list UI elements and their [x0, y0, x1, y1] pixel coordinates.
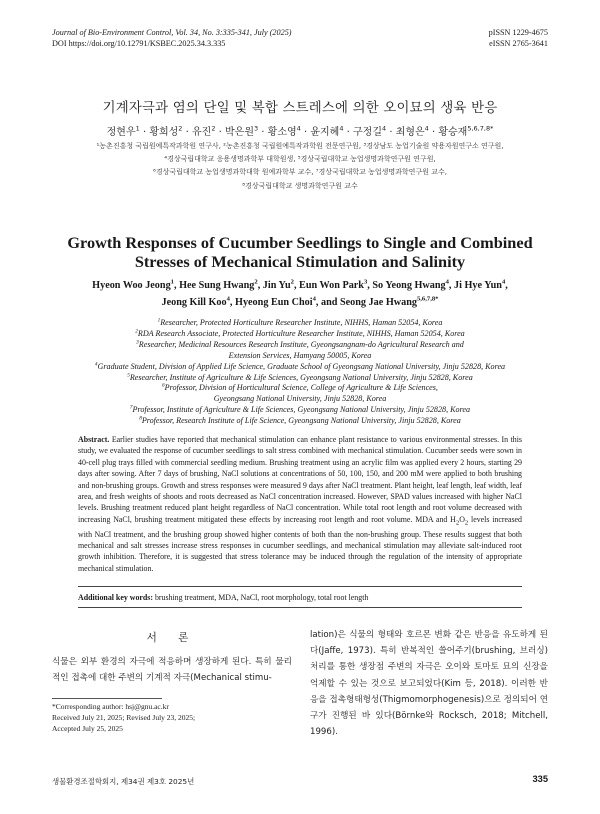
footnote — [52, 701, 292, 735]
subscript: 2 — [455, 519, 460, 527]
korean-author-name: 황승재 — [438, 127, 468, 138]
english-affiliation-line — [40, 416, 560, 427]
affiliation-mark: 3 — [136, 339, 139, 346]
author-separator: · — [428, 127, 439, 138]
affiliation-text: Graduate Student, Division of Applied Life Science, Graduate School of Gyeongsang National University, Jinju 52828, Korea — [97, 361, 506, 371]
author-affiliation-mark: 4 — [339, 124, 344, 133]
keywords — [78, 593, 522, 602]
author-affiliation-mark: 4 — [226, 295, 230, 303]
affiliation-text: RDA Research Associate, Protected Horticulture Researcher Institute, NIHHS, Haman 52054, Korea — [137, 328, 465, 338]
affiliation-mark: 6 — [162, 382, 165, 389]
author-separator: · — [182, 127, 192, 138]
author-affiliation-mark: 5,6,7,8* — [467, 124, 494, 133]
section-heading-introduction: 서 론 — [146, 632, 198, 644]
pissn: pISSN 1229-4675 — [488, 28, 548, 37]
english-affiliation-line — [40, 362, 560, 373]
korean-author-name: 최형은 — [395, 127, 425, 138]
author-separator: , — [173, 280, 180, 291]
author-separator: , — [229, 297, 236, 308]
author-separator: , — [293, 280, 300, 291]
english-author-line — [0, 277, 600, 294]
abstract-text: levels increased with NaCl treatment, and the brushing group showed higher contents of both than the non-brushing group. These results suggest that both mechanical and salt stresses increase stress responses in cucumber seedlings, and mechanical stimulation may alleviate salt-induced root growth inhibition. Therefore, it is suggested that stress tolerance may be induced through the regulation of the intensity of appropriate mechanical stimulation. — [78, 514, 523, 573]
abstract-label: Abstract. — [78, 435, 110, 444]
english-affiliation-line — [40, 329, 560, 340]
divider — [78, 607, 522, 608]
page-number: 335 — [532, 774, 548, 784]
korean-author-name: 구정길 — [353, 127, 382, 138]
author-separator: · — [386, 127, 396, 138]
korean-author-name: 유진 — [191, 127, 212, 138]
author-separator: · — [258, 127, 268, 138]
english-affiliation-line — [40, 340, 560, 351]
abstract — [78, 434, 522, 574]
author-separator: , — [257, 280, 263, 291]
korean-author-list — [0, 123, 600, 138]
eissn: eISSN 2765-3641 — [489, 39, 548, 48]
korean-title: 기계자극과 염의 단일 및 복합 스트레스에 의한 오이묘의 생육 반응 — [102, 101, 498, 116]
author-affiliation-mark: 2 — [290, 278, 294, 286]
english-author-name: Hee Sung Hwang — [179, 280, 255, 291]
english-title-line: Growth Responses of Cucumber Seedlings to Single and Combined — [67, 233, 533, 252]
received-dates: Received July 21, 2025; Revised July 23, 2025; — [52, 713, 196, 723]
english-affiliation-line — [40, 318, 560, 329]
keywords-text: brushing treatment, MDA, NaCl, root morphology, total root length — [152, 593, 369, 602]
english-author-name: Hyeong Eun Choi — [235, 297, 313, 308]
korean-author-name: 정현우 — [106, 127, 136, 138]
korean-author-name: 박은원 — [225, 127, 254, 138]
english-author-name: Eun Won Park — [299, 280, 364, 291]
affiliation-mark: 4 — [94, 360, 98, 367]
affiliation-text: Professor, Research Institute of Life Science, Gyeongsang National University, Jinju 52828, Korea — [141, 416, 461, 426]
affiliation-mark: 7 — [129, 404, 133, 411]
author-separator: · — [215, 127, 225, 138]
body-column-left: 식물은 외부 환경의 자극에 적응하며 생장하게 된다. 특히 물리적인 접촉에 대한 주변의 기계적 자극(Mechanical stimu- — [52, 657, 292, 684]
english-affiliation-line — [40, 373, 560, 384]
abstract-text: O — [459, 514, 465, 524]
keywords-label: Additional key words: — [78, 593, 153, 602]
english-author-name: Jeong Kill Koo — [161, 297, 227, 308]
corresponding-author: *Corresponding author: hsj@gnu.ac.kr — [52, 702, 169, 711]
korean-affiliation-line: ⁴경상국립대학교 응용생명과학부 대학원생, ⁵경상국립대학교 농업생명과학연구원 연구원, — [164, 155, 436, 164]
korean-author-name: 윤지혜 — [310, 127, 340, 138]
journal-header — [52, 27, 292, 49]
footnote-divider — [52, 698, 162, 699]
body-column-right: lation)은 식물의 형태와 호르몬 변화 같은 반응을 유도하게 된다(Jaffe, 1973). 특히 반복적인 쓸어주기(brushing, 브러싱)처리를 통한 생장점 주변의 자극은 오이와 토마토 묘의 신장을 억제할 수 있는 것으로 보고되었다(Kim 등, 2018). 이러한 반응을 접촉형태형성(Thigmomorphogenesis)으로 정의되어 연구가 진행된 바 있다(Börnke와 Rocksch, 2018; Mitchell, 1996). — [310, 630, 548, 738]
english-author-name: Ji Hye Yun — [454, 280, 502, 291]
affiliation-mark: 2 — [135, 328, 138, 335]
affiliation-mark: 5 — [127, 371, 130, 378]
author-separator: , — [367, 280, 373, 291]
affiliation-text: Extension Services, Hamyang 50005, Korea — [228, 350, 372, 360]
author-affiliation-mark: 4 — [382, 124, 387, 133]
affiliation-text: Gyeongsang National University, Jinju 52828, Korea — [213, 394, 387, 404]
author-affiliation-mark: 1 — [135, 124, 140, 133]
english-author-line — [0, 294, 600, 311]
english-affiliations — [40, 318, 560, 427]
author-affiliation-mark: 4 — [445, 278, 449, 286]
accepted-date: Accepted July 25, 2025 — [52, 724, 123, 734]
affiliation-text: Professor, Division of Horticultural Science, College of Agriculture & Life Sciences, — [164, 383, 438, 393]
author-separator: , — [448, 280, 455, 291]
subscript: 2 — [464, 519, 469, 527]
author-affiliation-mark: 3 — [253, 124, 259, 133]
korean-author-name: 황희성 — [149, 127, 179, 138]
author-affiliation-mark: 5,6,7,8* — [416, 295, 439, 303]
affiliation-text: Researcher, Medicinal Resources Research Institute, Gyeongsangnam-do Agricultural Research and — [138, 339, 464, 349]
korean-affiliation-line: ⁸경상국립대학교 생명과학연구원 교수 — [242, 181, 358, 190]
issn-block — [489, 27, 548, 49]
affiliation-text: Professor, Institute of Agriculture & Life Sciences, Gyeongsang National University, Jinju 52828, Korea — [132, 405, 471, 415]
author-affiliation-mark: 4 — [312, 295, 316, 303]
divider — [78, 586, 522, 587]
korean-affiliation-line: ¹농촌진흥청 국립원예특작과학원 연구사, ²농촌진흥청 국립원예특작과학원 전문연구원, ³경상남도 농업기술원 약용자원연구소 연구원, — [96, 142, 504, 150]
doi-line[interactable]: DOI https://doi.org/10.12791/KSBEC.2025.34.3.335 — [52, 39, 226, 48]
author-affiliation-mark: 2 — [211, 124, 216, 133]
author-affiliation-mark: 4 — [296, 124, 301, 133]
english-affiliation-line — [40, 351, 560, 362]
korean-affiliations — [48, 140, 552, 193]
english-affiliation-line — [40, 394, 560, 405]
author-separator: · — [139, 127, 150, 138]
english-author-name: Jin Yu — [262, 280, 291, 291]
english-title-line: Stresses of Mechanical Stimulation and Salinity — [134, 252, 466, 271]
english-title — [0, 233, 600, 271]
author-separator: · — [343, 127, 354, 138]
footer-journal: 생물환경조절학회지, 제34권 제3호 2025년 — [52, 777, 195, 786]
english-author-name: So Yeong Hwang — [372, 280, 446, 291]
author-affiliation-mark: 2 — [178, 124, 183, 133]
author-affiliation-mark: 4 — [501, 278, 506, 286]
journal-citation: Journal of Bio-Environment Control, Vol. 34, No. 3:335-341, July (2025) — [52, 28, 292, 37]
author-affiliation-mark: 4 — [424, 124, 429, 133]
english-author-name: Seong Jae Hwang — [339, 297, 417, 308]
author-affiliation-mark: 2 — [254, 278, 258, 286]
english-affiliation-line — [40, 405, 560, 416]
author-affiliation-mark: 1 — [170, 278, 174, 286]
korean-author-name: 황소영 — [267, 127, 297, 138]
author-separator: · — [300, 127, 311, 138]
english-author-name: Hyeon Woo Jeong — [92, 280, 171, 291]
affiliation-text: Researcher, Institute of Agriculture & Life Sciences, Gyeongsang National University, Jinju 52828, Korea — [129, 372, 473, 382]
affiliation-text: Researcher, Protected Horticulture Researcher Institute, NIHHS, Haman 52054, Korea — [160, 318, 443, 327]
author-affiliation-mark: 3 — [363, 278, 368, 286]
english-affiliation-line — [40, 383, 560, 394]
author-separator: , — [505, 280, 508, 291]
author-separator: , and — [315, 297, 340, 308]
english-author-list — [0, 277, 600, 311]
affiliation-mark: 1 — [157, 317, 161, 324]
korean-affiliation-line: ⁶경상국립대학교 농업생명과학대학 원예과학부 교수, ⁷경상국립대학교 농업생명과학연구원 교수, — [153, 168, 447, 177]
affiliation-mark: 8 — [139, 415, 142, 422]
abstract-text: Earlier studies have reported that mechanical stimulation can enhance plant resistance to various environmental stresses. In this study, we evaluated the response of cucumber seedlings to salt stress combined with mechanical stimulation. Cucumber seeds were sown in 40-cell plug trays filled with commercial seedling medium. Brushing treatment using an acrylic film was applied every 2 hours, starting 29 days after sowing. After 7 days of brushing, NaCl solutions at concentrations of 50, 100, 150, and 200 mM were applied to both brushing and non-brushing groups. Growth and stress responses were measured 9 days after NaCl treatment. Plant height, leaf length, leaf width, leaf area, and fresh weights of shoots and roots decreased as NaCl concentration increased. However, SPAD values increased with higher NaCl levels. Brushing treatment reduced plant height regardless of NaCl concentration. While total root length and root volume decreased with increasing NaCl, brushing treatment mitigated these effects by increasing root length and root volume. MDA and H — [78, 435, 522, 524]
